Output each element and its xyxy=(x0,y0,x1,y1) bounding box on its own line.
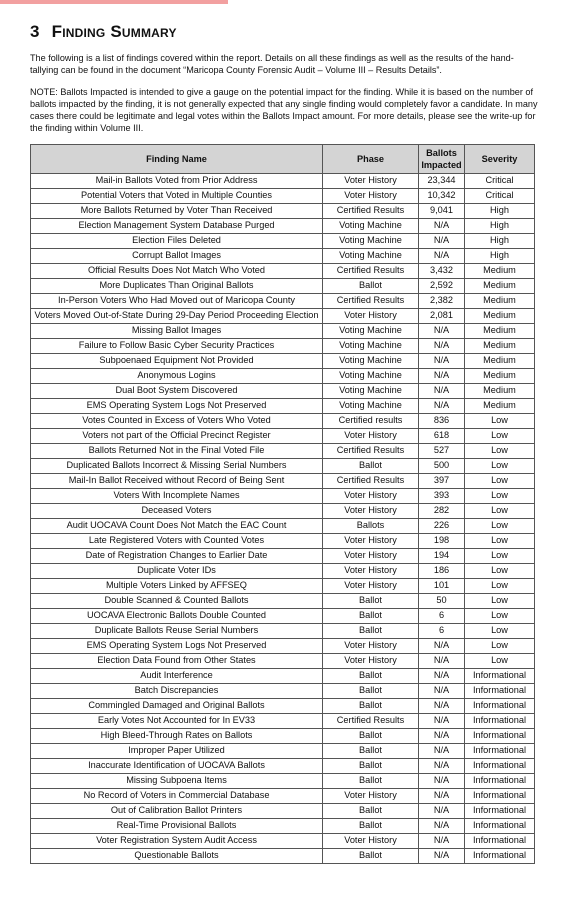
phase-cell: Voter History xyxy=(323,488,419,503)
ballots-impacted-cell: 186 xyxy=(419,563,465,578)
finding-name-cell: No Record of Voters in Commercial Database xyxy=(31,788,323,803)
finding-name-cell: Official Results Does Not Match Who Voted xyxy=(31,263,323,278)
phase-cell: Voter History xyxy=(323,188,419,203)
header-ballots-impacted: Ballots Impacted xyxy=(419,144,465,173)
severity-cell: Low xyxy=(465,503,535,518)
finding-name-cell: Inaccurate Identification of UOCAVA Ballots xyxy=(31,758,323,773)
phase-cell: Voter History xyxy=(323,653,419,668)
finding-name-cell: Election Files Deleted xyxy=(31,233,323,248)
table-row xyxy=(31,593,535,608)
table-row xyxy=(31,773,535,788)
severity-cell: Informational xyxy=(465,683,535,698)
severity-cell: Low xyxy=(465,413,535,428)
ballots-impacted-cell: N/A xyxy=(419,353,465,368)
ballots-impacted-cell: 393 xyxy=(419,488,465,503)
finding-name-cell: High Bleed-Through Rates on Ballots xyxy=(31,728,323,743)
severity-cell: Informational xyxy=(465,728,535,743)
ballots-impacted-cell: 500 xyxy=(419,458,465,473)
ballots-impacted-cell: N/A xyxy=(419,758,465,773)
severity-cell: Critical xyxy=(465,188,535,203)
severity-cell: High xyxy=(465,233,535,248)
ballots-impacted-cell: 50 xyxy=(419,593,465,608)
table-row xyxy=(31,668,535,683)
finding-name-cell: Election Management System Database Purged xyxy=(31,218,323,233)
ballots-impacted-cell: 836 xyxy=(419,413,465,428)
phase-cell: Ballot xyxy=(323,278,419,293)
ballots-impacted-cell: N/A xyxy=(419,218,465,233)
severity-cell: Low xyxy=(465,623,535,638)
section-heading xyxy=(30,22,538,42)
phase-cell: Voting Machine xyxy=(323,383,419,398)
severity-cell: Low xyxy=(465,458,535,473)
ballots-impacted-cell: 2,382 xyxy=(419,293,465,308)
table-row xyxy=(31,248,535,263)
ballots-impacted-cell: N/A xyxy=(419,683,465,698)
findings-table xyxy=(30,144,535,864)
ballots-impacted-cell: 397 xyxy=(419,473,465,488)
severity-cell: Informational xyxy=(465,833,535,848)
ballots-impacted-cell: 2,081 xyxy=(419,308,465,323)
finding-name-cell: Real-Time Provisional Ballots xyxy=(31,818,323,833)
phase-cell: Certified Results xyxy=(323,473,419,488)
table-row xyxy=(31,818,535,833)
table-row xyxy=(31,623,535,638)
severity-cell: Medium xyxy=(465,398,535,413)
ballots-impacted-cell: N/A xyxy=(419,338,465,353)
severity-cell: Low xyxy=(465,653,535,668)
table-row xyxy=(31,653,535,668)
table-row xyxy=(31,338,535,353)
table-row xyxy=(31,728,535,743)
table-row xyxy=(31,323,535,338)
ballots-impacted-cell: 23,344 xyxy=(419,173,465,188)
table-row xyxy=(31,503,535,518)
finding-name-cell: Missing Subpoena Items xyxy=(31,773,323,788)
ballots-impacted-cell: 9,041 xyxy=(419,203,465,218)
table-row xyxy=(31,413,535,428)
severity-cell: Medium xyxy=(465,368,535,383)
finding-name-cell: Dual Boot System Discovered xyxy=(31,383,323,398)
table-row xyxy=(31,533,535,548)
finding-name-cell: Subpoenaed Equipment Not Provided xyxy=(31,353,323,368)
finding-name-cell: Voters not part of the Official Precinct Register xyxy=(31,428,323,443)
severity-cell: Informational xyxy=(465,803,535,818)
table-row xyxy=(31,713,535,728)
phase-cell: Voting Machine xyxy=(323,338,419,353)
document-page xyxy=(30,22,538,864)
ballots-impacted-cell: N/A xyxy=(419,713,465,728)
table-row xyxy=(31,203,535,218)
table-row xyxy=(31,473,535,488)
finding-name-cell: Voters Moved Out-of-State During 29-Day Period Proceeding Election xyxy=(31,308,323,323)
severity-cell: Critical xyxy=(465,173,535,188)
phase-cell: Voting Machine xyxy=(323,248,419,263)
table-row xyxy=(31,218,535,233)
table-row xyxy=(31,803,535,818)
finding-name-cell: Late Registered Voters with Counted Votes xyxy=(31,533,323,548)
phase-cell: Ballot xyxy=(323,668,419,683)
finding-name-cell: More Duplicates Than Original Ballots xyxy=(31,278,323,293)
table-row xyxy=(31,608,535,623)
finding-name-cell: UOCAVA Electronic Ballots Double Counted xyxy=(31,608,323,623)
finding-name-cell: Potential Voters that Voted in Multiple Counties xyxy=(31,188,323,203)
table-row xyxy=(31,833,535,848)
phase-cell: Voting Machine xyxy=(323,368,419,383)
finding-name-cell: Improper Paper Utilized xyxy=(31,743,323,758)
finding-name-cell: More Ballots Returned by Voter Than Received xyxy=(31,203,323,218)
ballots-impacted-cell: 101 xyxy=(419,578,465,593)
severity-cell: Low xyxy=(465,518,535,533)
severity-cell: High xyxy=(465,203,535,218)
finding-name-cell: Failure to Follow Basic Cyber Security Practices xyxy=(31,338,323,353)
phase-cell: Voting Machine xyxy=(323,353,419,368)
phase-cell: Ballot xyxy=(323,593,419,608)
finding-name-cell: Duplicated Ballots Incorrect & Missing Serial Numbers xyxy=(31,458,323,473)
ballots-impacted-cell: 198 xyxy=(419,533,465,548)
phase-cell: Certified Results xyxy=(323,263,419,278)
ballots-impacted-cell: N/A xyxy=(419,773,465,788)
finding-name-cell: Mail-in Ballots Voted from Prior Address xyxy=(31,173,323,188)
table-row xyxy=(31,578,535,593)
finding-name-cell: Missing Ballot Images xyxy=(31,323,323,338)
severity-cell: Low xyxy=(465,593,535,608)
finding-name-cell: Election Data Found from Other States xyxy=(31,653,323,668)
ballots-impacted-cell: N/A xyxy=(419,818,465,833)
phase-cell: Voting Machine xyxy=(323,233,419,248)
phase-cell: Voter History xyxy=(323,833,419,848)
severity-cell: Informational xyxy=(465,818,535,833)
table-row xyxy=(31,743,535,758)
severity-cell: Informational xyxy=(465,848,535,863)
ballots-impacted-cell: N/A xyxy=(419,398,465,413)
phase-cell: Voting Machine xyxy=(323,323,419,338)
severity-cell: High xyxy=(465,248,535,263)
table-row xyxy=(31,443,535,458)
finding-name-cell: Votes Counted in Excess of Voters Who Voted xyxy=(31,413,323,428)
severity-cell: Medium xyxy=(465,323,535,338)
table-row xyxy=(31,293,535,308)
table-row xyxy=(31,263,535,278)
intro-paragraph: The following is a list of findings covered within the report. Details on all these findings as well as the results of the hand-tallying can be found in the document “Maricopa County Forensic Audit – Volume III – Results Details”. xyxy=(30,53,514,76)
ballots-impacted-cell: N/A xyxy=(419,833,465,848)
phase-cell: Ballot xyxy=(323,773,419,788)
severity-cell: Medium xyxy=(465,338,535,353)
table-row xyxy=(31,233,535,248)
ballots-impacted-cell: N/A xyxy=(419,383,465,398)
table-row xyxy=(31,638,535,653)
finding-name-cell: Double Scanned & Counted Ballots xyxy=(31,593,323,608)
finding-name-cell: Mail-In Ballot Received without Record of Being Sent xyxy=(31,473,323,488)
table-row xyxy=(31,173,535,188)
severity-cell: High xyxy=(465,218,535,233)
ballots-impacted-cell: N/A xyxy=(419,698,465,713)
table-row xyxy=(31,548,535,563)
table-row xyxy=(31,848,535,863)
severity-cell: Medium xyxy=(465,383,535,398)
table-row xyxy=(31,458,535,473)
finding-name-cell: EMS Operating System Logs Not Preserved xyxy=(31,638,323,653)
ballots-impacted-cell: 6 xyxy=(419,608,465,623)
severity-cell: Informational xyxy=(465,773,535,788)
ballots-impacted-cell: N/A xyxy=(419,323,465,338)
table-row xyxy=(31,188,535,203)
phase-cell: Voter History xyxy=(323,503,419,518)
ballots-impacted-cell: N/A xyxy=(419,743,465,758)
severity-cell: Low xyxy=(465,443,535,458)
finding-name-cell: Audit Interference xyxy=(31,668,323,683)
phase-cell: Voter History xyxy=(323,548,419,563)
phase-cell: Certified Results xyxy=(323,203,419,218)
finding-name-cell: Corrupt Ballot Images xyxy=(31,248,323,263)
phase-cell: Ballot xyxy=(323,818,419,833)
severity-cell: Low xyxy=(465,473,535,488)
table-row xyxy=(31,383,535,398)
table-row xyxy=(31,308,535,323)
phase-cell: Voter History xyxy=(323,533,419,548)
ballots-impacted-cell: 6 xyxy=(419,623,465,638)
phase-cell: Voting Machine xyxy=(323,398,419,413)
table-row xyxy=(31,563,535,578)
phase-cell: Ballot xyxy=(323,458,419,473)
table-body xyxy=(31,173,535,863)
table-row xyxy=(31,488,535,503)
finding-name-cell: In-Person Voters Who Had Moved out of Maricopa County xyxy=(31,293,323,308)
ballots-impacted-cell: 618 xyxy=(419,428,465,443)
ballots-impacted-cell: N/A xyxy=(419,848,465,863)
phase-cell: Ballot xyxy=(323,728,419,743)
phase-cell: Voter History xyxy=(323,638,419,653)
header-phase: Phase xyxy=(323,144,419,173)
phase-cell: Ballot xyxy=(323,848,419,863)
phase-cell: Voter History xyxy=(323,563,419,578)
phase-cell: Certified Results xyxy=(323,713,419,728)
finding-name-cell: Date of Registration Changes to Earlier Date xyxy=(31,548,323,563)
ballots-impacted-cell: N/A xyxy=(419,728,465,743)
ballots-impacted-cell: 2,592 xyxy=(419,278,465,293)
ballots-impacted-cell: N/A xyxy=(419,653,465,668)
severity-cell: Low xyxy=(465,608,535,623)
severity-cell: Low xyxy=(465,428,535,443)
finding-name-cell: Questionable Ballots xyxy=(31,848,323,863)
finding-name-cell: Duplicate Voter IDs xyxy=(31,563,323,578)
phase-cell: Ballot xyxy=(323,683,419,698)
phase-cell: Ballot xyxy=(323,698,419,713)
section-number: 3 xyxy=(30,22,40,41)
phase-cell: Ballot xyxy=(323,743,419,758)
severity-cell: Informational xyxy=(465,713,535,728)
severity-cell: Medium xyxy=(465,278,535,293)
finding-name-cell: Out of Calibration Ballot Printers xyxy=(31,803,323,818)
phase-cell: Certified results xyxy=(323,413,419,428)
ballots-impacted-cell: N/A xyxy=(419,668,465,683)
phase-cell: Ballots xyxy=(323,518,419,533)
severity-cell: Low xyxy=(465,578,535,593)
top-edge-strip xyxy=(0,0,228,4)
ballots-impacted-cell: N/A xyxy=(419,803,465,818)
table-header-row xyxy=(31,144,535,173)
ballots-impacted-cell: 226 xyxy=(419,518,465,533)
phase-cell: Ballot xyxy=(323,623,419,638)
severity-cell: Low xyxy=(465,548,535,563)
severity-cell: Informational xyxy=(465,698,535,713)
table-row xyxy=(31,518,535,533)
table-row xyxy=(31,698,535,713)
finding-name-cell: Audit UOCAVA Count Does Not Match the EAC Count xyxy=(31,518,323,533)
severity-cell: Medium xyxy=(465,353,535,368)
ballots-impacted-cell: 282 xyxy=(419,503,465,518)
finding-name-cell: Deceased Voters xyxy=(31,503,323,518)
ballots-impacted-cell: 527 xyxy=(419,443,465,458)
finding-name-cell: Multiple Voters Linked by AFFSEQ xyxy=(31,578,323,593)
finding-name-cell: Early Votes Not Accounted for In EV33 xyxy=(31,713,323,728)
table-row xyxy=(31,428,535,443)
severity-cell: Informational xyxy=(465,668,535,683)
ballots-impacted-cell: N/A xyxy=(419,788,465,803)
header-severity: Severity xyxy=(465,144,535,173)
ballots-impacted-cell: N/A xyxy=(419,638,465,653)
finding-name-cell: Voter Registration System Audit Access xyxy=(31,833,323,848)
ballots-impacted-cell: 10,342 xyxy=(419,188,465,203)
phase-cell: Voter History xyxy=(323,578,419,593)
phase-cell: Certified Results xyxy=(323,443,419,458)
phase-cell: Ballot xyxy=(323,803,419,818)
table-row xyxy=(31,368,535,383)
severity-cell: Low xyxy=(465,563,535,578)
finding-name-cell: Ballots Returned Not in the Final Voted File xyxy=(31,443,323,458)
table-row xyxy=(31,278,535,293)
severity-cell: Low xyxy=(465,488,535,503)
phase-cell: Ballot xyxy=(323,608,419,623)
ballots-impacted-cell: N/A xyxy=(419,368,465,383)
ballots-impacted-cell: 194 xyxy=(419,548,465,563)
table-row xyxy=(31,398,535,413)
phase-cell: Voter History xyxy=(323,788,419,803)
severity-cell: Informational xyxy=(465,788,535,803)
header-finding-name: Finding Name xyxy=(31,144,323,173)
phase-cell: Certified Results xyxy=(323,293,419,308)
phase-cell: Ballot xyxy=(323,758,419,773)
finding-name-cell: Duplicate Ballots Reuse Serial Numbers xyxy=(31,623,323,638)
ballots-impacted-cell: 3,432 xyxy=(419,263,465,278)
severity-cell: Medium xyxy=(465,263,535,278)
phase-cell: Voter History xyxy=(323,428,419,443)
finding-name-cell: Voters With Incomplete Names xyxy=(31,488,323,503)
severity-cell: Low xyxy=(465,533,535,548)
ballots-impacted-cell: N/A xyxy=(419,248,465,263)
table-row xyxy=(31,758,535,773)
finding-name-cell: Batch Discrepancies xyxy=(31,683,323,698)
phase-cell: Voter History xyxy=(323,308,419,323)
severity-cell: Informational xyxy=(465,758,535,773)
severity-cell: Medium xyxy=(465,308,535,323)
severity-cell: Medium xyxy=(465,293,535,308)
phase-cell: Voting Machine xyxy=(323,218,419,233)
finding-name-cell: Anonymous Logins xyxy=(31,368,323,383)
section-title: Finding Summary xyxy=(51,22,177,41)
table-row xyxy=(31,683,535,698)
severity-cell: Low xyxy=(465,638,535,653)
severity-cell: Informational xyxy=(465,743,535,758)
note-paragraph: NOTE: Ballots Impacted is intended to give a gauge on the potential impact for the finding. While it is based on the number of ballots impacted by the finding, it is not generally expected that any single finding would completely favor a candidate. In many cases there could be legitimate and legal votes within the Ballots Impact amount. For more details, please see the write-up for the finding within Volume III. xyxy=(30,86,538,134)
finding-name-cell: Commingled Damaged and Original Ballots xyxy=(31,698,323,713)
table-row xyxy=(31,788,535,803)
ballots-impacted-cell: N/A xyxy=(419,233,465,248)
table-row xyxy=(31,353,535,368)
finding-name-cell: EMS Operating System Logs Not Preserved xyxy=(31,398,323,413)
phase-cell: Voter History xyxy=(323,173,419,188)
